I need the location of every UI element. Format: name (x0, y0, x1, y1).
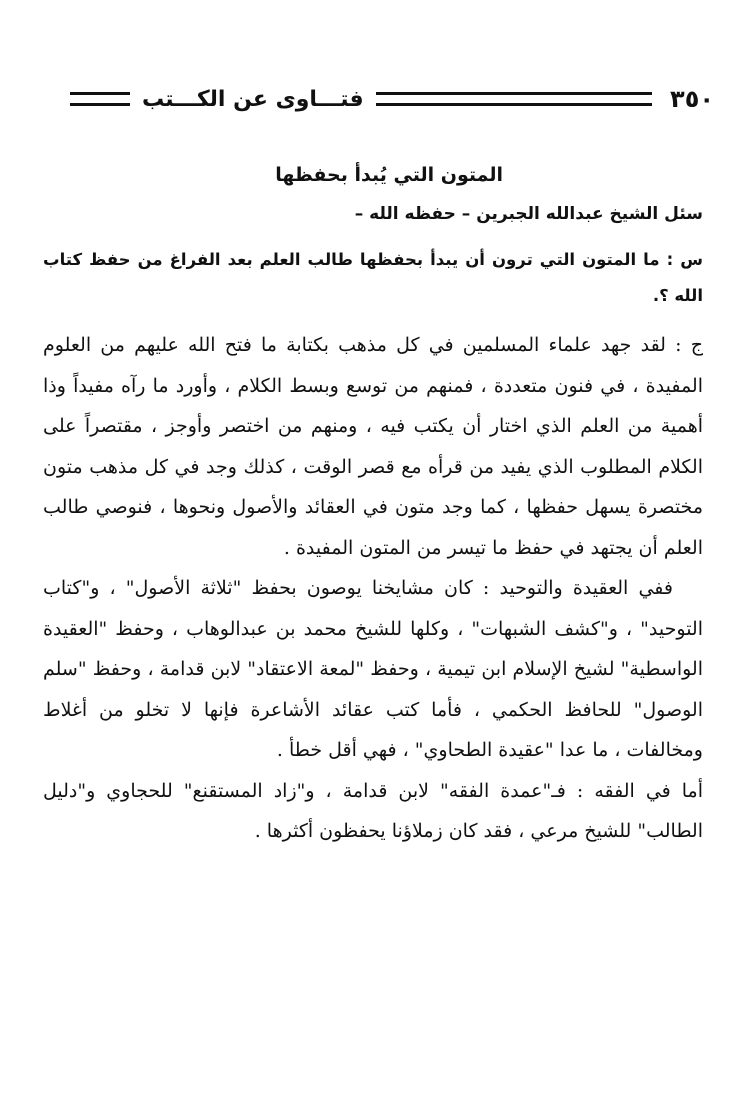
running-header (62, 82, 714, 116)
question-title: المتون التي يُبدأ بحفظها (275, 164, 503, 186)
question-attribution: سئل الشيخ عبدالله الجبرين – حفظه الله – (354, 204, 703, 224)
answer-paragraph-1: ج : لقد جهد علماء المسلمين في كل مذهب بكتابة ما فتح الله عليهم من العلوم المفيدة ، في فنون متعددة ، فمنهم من توسع وبسط الكلام ، وأورد ما رآه مفيداً وذا أهمية من العلم الذي اختار أن يكتب فيه ، ومنهم من اختصر وأوجز ، مقتصراً على الكلام المطلوب الذي يفيد من قرأه مع قصر الوقت ، كذلك وجد في كل مذهب متون مختصرة يسهل حفظها ، كما وجد متون في العقائد والأصول ونحوها ، فنوصي طالب العلم أن يجتهد في حفظ ما تيسر من المتون المفيدة . (43, 334, 703, 559)
answer-body (43, 325, 703, 852)
header-rule-left (70, 92, 130, 106)
page-number: ٣٥٠ (670, 85, 714, 113)
answer-paragraph-2: ففي العقيدة والتوحيد : كان مشايخنا يوصون بحفظ "ثلاثة الأصول" ، و"كتاب التوحيد" ، و"كشف الشبهات" ، وكلها للشيخ محمد بن عبدالوهاب ، وحفظ "العقيدة الواسطية" لشيخ الإسلام ابن تيمية ، وحفظ "لمعة الاعتقاد" لابن قدامة ، وحفظ "سلم الوصول" للحافظ الحكمي ، فأما كتب عقائد الأشاعرة فإنها لا تخلو من أغلاط ومخالفات ، ما عدا "عقيدة الطحاوي" ، فهي أقل خطأ . (43, 577, 703, 761)
answer-paragraph-3: أما في الفقه : فـ"عمدة الفقه" لابن قدامة ، و"زاد المستقنع" للحجاوي و"دليل الطالب" للشيخ مرعي ، فقد كان زملاؤنا يحفظون أكثرها . (43, 779, 703, 842)
running-title: فتـــاوى عن الكـــتب (142, 86, 364, 112)
question-text: س : ما المتون التي ترون أن يبدأ بحفظها طالب العلم بعد الفراغ من حفظ كتاب الله ؟. (43, 250, 703, 305)
header-rule-right (376, 92, 652, 106)
